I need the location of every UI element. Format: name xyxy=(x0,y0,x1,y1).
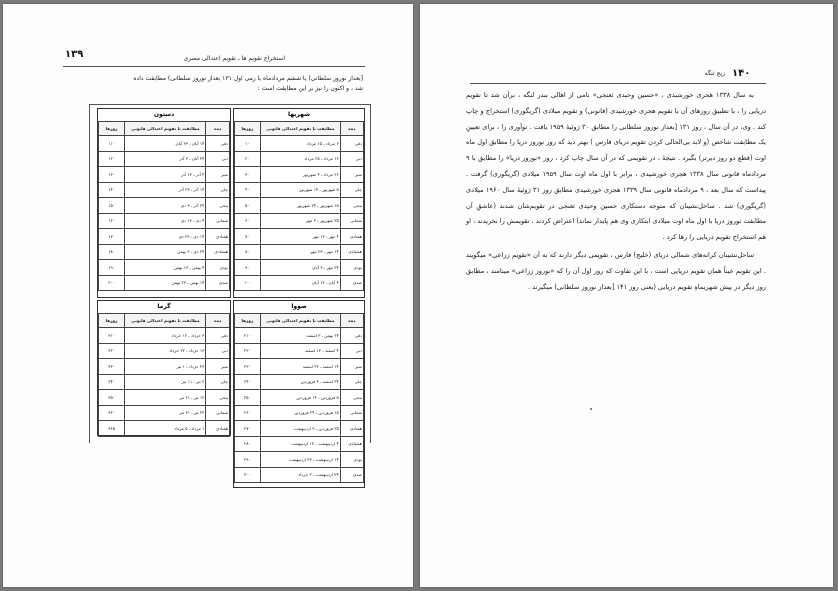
table-row xyxy=(235,151,364,167)
table-cell: چلی xyxy=(340,182,363,198)
table-cell: ۴ اسفند ـ ۱۳ اسفند xyxy=(260,343,340,359)
table-cell: صدی xyxy=(206,275,230,291)
data-table xyxy=(98,313,230,437)
table-cell: ۳۵۰ xyxy=(99,390,125,406)
table-row xyxy=(235,467,364,483)
table-row xyxy=(99,198,230,214)
table-cell: ۱۴ دی ـ ۲۳ دی xyxy=(125,229,206,245)
table-title: شهریها xyxy=(287,111,311,118)
table-cell: چلی xyxy=(340,374,363,390)
table-cell: ۱۲۰ xyxy=(99,151,125,167)
table-cell: ۳۶۵ xyxy=(99,421,125,437)
data-table xyxy=(234,313,364,483)
table-cell: ۱۴ آذر ـ ۲۳ آذر xyxy=(125,182,206,198)
table-cell: ۳۶۰ xyxy=(99,405,125,421)
column-header: مطابقت با تقویم اعتدالی قانونی xyxy=(260,122,340,136)
table-cell: هفتادی xyxy=(206,229,230,245)
table-cell: ۱۴ اردیبهشت ـ ۲۳ اردیبهشت xyxy=(260,452,340,468)
intro-line: شد ، و اکنون را نیز بر این مطابقت است : xyxy=(257,85,363,92)
table-cell: ۲۳ خرداد ـ ۱ تیر xyxy=(125,359,206,375)
column-header: ده‌ه xyxy=(340,122,363,136)
table-row xyxy=(235,436,364,452)
table-cell: ۲ تیر ـ ۱۱ تیر xyxy=(125,374,206,390)
table-cell: سیر xyxy=(340,167,363,183)
table-header-row xyxy=(235,122,364,136)
table-cell: ۲۶۰ xyxy=(235,405,261,421)
table-cell: دقی xyxy=(340,328,363,344)
table-cell: ۹۰ xyxy=(235,260,261,276)
table-row xyxy=(99,343,230,359)
table-garma xyxy=(97,300,231,436)
table-cell: صدی xyxy=(340,275,363,291)
table-cell: ۵ فروردین ـ ۱۴ فروردین xyxy=(260,390,340,406)
running-header: استخراج تقویم ها ـ تقویم اعتدالی مصری xyxy=(183,55,285,62)
table-cell: شمانی xyxy=(340,213,363,229)
table-title: گرما xyxy=(157,303,171,310)
table-cell: ۲۴ دی ـ ۳ بهمن xyxy=(125,244,206,260)
table-cell: چلی xyxy=(206,374,230,390)
table-cell: ۳۲۰ xyxy=(99,343,125,359)
table-cell: ۲۴۰ xyxy=(235,374,261,390)
table-row xyxy=(99,167,230,183)
table-cell: شمانی xyxy=(340,405,363,421)
table-cell: ۱۱۰ xyxy=(99,136,125,152)
table-cell: ۲۲۰ xyxy=(235,343,261,359)
table-cell: ۲۵ فروردین ـ ۳ اردیبهشت xyxy=(260,421,340,437)
column-header: ده‌ه xyxy=(206,314,230,328)
table-row xyxy=(99,151,230,167)
table-cell: ۱۵ فروردین ـ ۲۴ فروردین xyxy=(260,405,340,421)
scan-speck xyxy=(590,408,592,410)
table-row xyxy=(235,328,364,344)
column-header: ده‌ه xyxy=(206,122,230,136)
table-cell: دبی xyxy=(206,151,230,167)
table-cell: ۴ دی ـ ۱۳ دی xyxy=(125,213,206,229)
table-cell: سیر xyxy=(206,167,230,183)
intro-line: [بعداز نوروز سلطانی) یا ششم مردادماه با زمی اول ۱۳۱ بعداز نوروز سلطانی) مطابقت داده xyxy=(133,75,363,82)
table-cell: شمانی xyxy=(206,405,230,421)
table-cell: ۳۰۰ xyxy=(235,467,261,483)
table-cell: دبی xyxy=(340,151,363,167)
table-row xyxy=(235,167,364,183)
table-header-row xyxy=(99,314,230,328)
table-row xyxy=(235,136,364,152)
table-cell: هشتادی xyxy=(340,244,363,260)
table-row xyxy=(99,275,230,291)
table-cell: ۱۴۰ xyxy=(99,182,125,198)
table-cell: ۱۲ تیر ـ ۲۱ تیر xyxy=(125,390,206,406)
column-header: مطابقت با تقویم اعتدالی قانونی xyxy=(125,122,206,136)
table-header-row xyxy=(235,314,364,328)
table-row xyxy=(99,374,230,390)
table-row xyxy=(99,244,230,260)
left-page xyxy=(3,4,413,587)
table-cell: ۶ مرداد ـ ۱۵ مرداد xyxy=(260,136,340,152)
column-header: روزها xyxy=(235,122,261,136)
table-cell: ۱۳۰ xyxy=(99,167,125,183)
table-title: صووا xyxy=(291,303,307,310)
table-cell: ۷۰ xyxy=(235,229,261,245)
table-cell: ۱ مرداد ـ ۵ مرداد xyxy=(125,421,206,437)
table-cell: هفتادی xyxy=(340,229,363,245)
table-cell: ۱۵۰ xyxy=(99,198,125,214)
table-row xyxy=(99,182,230,198)
table-cell: ۶۰ xyxy=(235,213,261,229)
table-cell: صدی xyxy=(340,467,363,483)
table-cell: ۲۴ اسفند ـ ۴ فروردین xyxy=(260,374,340,390)
table-cell: ۱۰ xyxy=(235,136,261,152)
column-header: مطابقت با تقویم اعتدالی قانونی xyxy=(260,314,340,328)
table-cell: دقی xyxy=(206,136,230,152)
table-row xyxy=(99,260,230,276)
table-title: دستون xyxy=(153,111,175,118)
table-cell: ۳۴۰ xyxy=(99,374,125,390)
table-cell: هشتادی xyxy=(340,436,363,452)
table-cell: ۲۸۰ xyxy=(235,436,261,452)
table-cell: ۱۸۰ xyxy=(99,244,125,260)
table-row xyxy=(235,343,364,359)
data-table xyxy=(98,121,230,291)
table-cell: ۲۴ بهمن ـ ۳ اسفند xyxy=(260,328,340,344)
table-shahriha xyxy=(233,108,365,298)
table-row xyxy=(235,244,364,260)
table-cell: ۳ خرداد ـ ۱۲ خرداد xyxy=(125,328,206,344)
table-cell: ۱۰۰ xyxy=(235,275,261,291)
table-cell: نودی xyxy=(340,452,363,468)
paragraph: به سال ۱۳۳۸ هجری خورشیدی ، «حسین وحیدی ثغنجی» نامی از اهالی بندر لنگه ، برآن شد تا تقویم دریایی را ، با تطبیق روزهای آن با تقویم هجری خورشیدی (قانونی) و تقویم میلادی (گریگوری) استخراج و چاپ کند . وی، در آن سال ، روز ۱۳۱ [بعداز نوروز سلطانی را مطابق ۳۰ ژوئیهٔ ۱۹۵۹ یافت . نوآوری را ، برای تعیینِ یک مطابقت شاخص (و لابد بی‌الحالی کردن تقویم دریای فارس ) بهتر دید که روز نوروز دریا را مطابق اول ماه اوت (قطع دو روز دیرتر) بگیرد . نتیجهٔ ، در تقویمی که در آن سال چاپ کرد ، روز «نوروز دریا» را مطابق با ۹ مردادماه قانونی سال ۱۳۳۸ هجری خورشیدی ، برابر با اول ماه اوت سال ۱۹۵۹ میلادی (گریگوری) گرفت . پیداست که سال بعد ، ۹ مردادماه قانونی سال ۱۳۳۹ هجری خورشیدی مطابق روز ۳۱ ژوئیهٔ سال ۱۹۶۰ میلادی (گریگوری) شد . ساحل‌نشینان که متوجه دستکاری حسین وحیدی ثغنجی در تقویم‌شان شدند (عاشقِ آن مطابقت نوروز دریا با اول ماه اوت میلادی ابتکاری وی هم پایدار نماند) اعتراض کردند ، تقویمش را نخریدند ، او هم استخراج تقویم دریایی را رها کرد . xyxy=(466,91,767,242)
column-header: مطابقت با تقویم اعتدالی قانونی xyxy=(125,314,206,328)
table-cell: پنجی xyxy=(340,198,363,214)
table-cell: سیر xyxy=(206,359,230,375)
column-header: روزها xyxy=(235,314,261,328)
table-row xyxy=(99,421,230,437)
table-cell: دقی xyxy=(206,328,230,344)
table-dostoon xyxy=(97,108,231,298)
table-cell: ۱۳ خرداد ـ ۲۲ خرداد xyxy=(125,343,206,359)
table-cell: ۱۶ مرداد ـ ۲۵ مرداد xyxy=(260,151,340,167)
table-cell: سیر xyxy=(340,359,363,375)
table-cell: پنجی xyxy=(206,390,230,406)
header-rule xyxy=(63,66,365,67)
table-cell: چلی xyxy=(206,182,230,198)
table-cell: ۴۰ xyxy=(235,182,261,198)
table-cell: ۲۴ آبان ـ ۳ آذر xyxy=(125,151,206,167)
table-row xyxy=(99,328,230,344)
table-cell: ۱۴ مهر ـ ۲۳ مهر xyxy=(260,244,340,260)
table-cell: ۲۵۰ xyxy=(235,390,261,406)
table-cell: ۴ اردیبهشت ـ ۱۳ اردیبهشت xyxy=(260,436,340,452)
table-cell: دقی xyxy=(340,136,363,152)
table-row xyxy=(235,359,364,375)
table-row xyxy=(235,374,364,390)
table-cell: ۲۹۰ xyxy=(235,452,261,468)
table-cell: ۲۴ اردیبهشت ـ ۲ خرداد xyxy=(260,467,340,483)
table-row xyxy=(235,213,364,229)
table-cell: ۳۰ xyxy=(235,167,261,183)
table-row xyxy=(235,390,364,406)
table-cell: ۲۴ مهر ـ ۳ آبان xyxy=(260,260,340,276)
table-header-row xyxy=(99,122,230,136)
table-cell: ۲۱۰ xyxy=(235,328,261,344)
page-number: ۱۳۹ xyxy=(65,49,84,60)
table-row xyxy=(235,198,364,214)
table-cell: دبی xyxy=(206,343,230,359)
table-cell: ۱۴ آبان ـ ۲۳ آبان xyxy=(125,136,206,152)
table-cell: ۲۲ تیر ـ ۳۱ تیر xyxy=(125,405,206,421)
table-cell: ۲۳۰ xyxy=(235,359,261,375)
right-page xyxy=(420,4,833,587)
table-cell: پنجی xyxy=(340,390,363,406)
page-number: ۱۴۰ xyxy=(732,68,751,79)
table-cell: ۲۴ آذر ـ ۳ دی xyxy=(125,198,206,214)
table-cell: هفتادی xyxy=(340,421,363,437)
column-header: ده‌ه xyxy=(340,314,363,328)
table-row xyxy=(99,136,230,152)
table-cell: ۳۱۰ xyxy=(99,328,125,344)
table-cell: ۲۵ شهریور ـ ۳ مهر xyxy=(260,213,340,229)
table-row xyxy=(235,421,364,437)
table-row xyxy=(99,390,230,406)
paragraph: ساحل‌نشینان کرانه‌های شمالی دریای (خلیج) فارس ، تقویمی دیگر دارند که به آن «تقویم زراعی» میگویند . این تقویم عیناً همان تقویم دریایی است ، با این تفاوت که روز اول آن را که «نوروز زراعی» مینامند ، مطابق روز دیگر در پیش شهریماهِ تقویم دریایی (یعنی روز ۱۴۱ [بعداز نوروز سلطانی) میگیرند . xyxy=(466,250,766,291)
table-row xyxy=(235,182,364,198)
table-cell: ۵ شهریور ـ ۱۴ شهریور xyxy=(260,182,340,198)
table-cell: ۴ بهمن ـ ۱۳ بهمن xyxy=(125,260,206,276)
table-cell: ۱۴ بهمن ـ ۲۳ بهمن xyxy=(125,275,206,291)
table-cell: ۱۷۰ xyxy=(99,229,125,245)
table-row xyxy=(235,260,364,276)
table-cell: هشتادی xyxy=(206,244,230,260)
table-cell: پنجی xyxy=(206,198,230,214)
table-cell: ۲۷۰ xyxy=(235,421,261,437)
table-cell: ۴ آذر ـ ۱۳ آذر xyxy=(125,167,206,183)
data-table xyxy=(234,121,364,291)
table-cell: ۳۳۰ xyxy=(99,359,125,375)
table-cell: ۴ مهر ـ ۱۳ مهر xyxy=(260,229,340,245)
table-cell: ۱۹۰ xyxy=(99,260,125,276)
table-cell: نودی xyxy=(340,260,363,276)
table-row xyxy=(235,405,364,421)
table-cell: ۲۰۰ xyxy=(99,275,125,291)
table-cell: ۵۰ xyxy=(235,198,261,214)
body-text xyxy=(466,88,766,295)
column-header: روزها xyxy=(99,314,125,328)
table-row xyxy=(99,359,230,375)
table-cell: دبی xyxy=(340,343,363,359)
table-row xyxy=(235,275,364,291)
table-cell: ۲۶ مرداد ـ ۴ شهریور xyxy=(260,167,340,183)
table-cell: نودی xyxy=(206,260,230,276)
table-row xyxy=(235,452,364,468)
column-header: روزها xyxy=(99,122,125,136)
running-header: زیج ثنگه xyxy=(704,70,725,77)
table-cell: ۲۰ xyxy=(235,151,261,167)
table-cell: ۱۶۰ xyxy=(99,213,125,229)
table-row xyxy=(235,229,364,245)
table-row xyxy=(99,229,230,245)
header-rule xyxy=(470,83,766,84)
table-row xyxy=(99,213,230,229)
table-row xyxy=(99,405,230,421)
table-sevva xyxy=(233,300,365,488)
table-cell: ۱۵ شهریور ـ ۲۴ شهریور xyxy=(260,198,340,214)
table-cell: ۸۰ xyxy=(235,244,261,260)
intro-text xyxy=(83,74,363,94)
table-cell: شمانی xyxy=(206,213,230,229)
table-cell: هفتادی xyxy=(206,421,230,437)
table-cell: ۱۴ اسفند ـ ۲۳ اسفند xyxy=(260,359,340,375)
table-cell: ۴ آبان ـ ۱۳ آبان xyxy=(260,275,340,291)
